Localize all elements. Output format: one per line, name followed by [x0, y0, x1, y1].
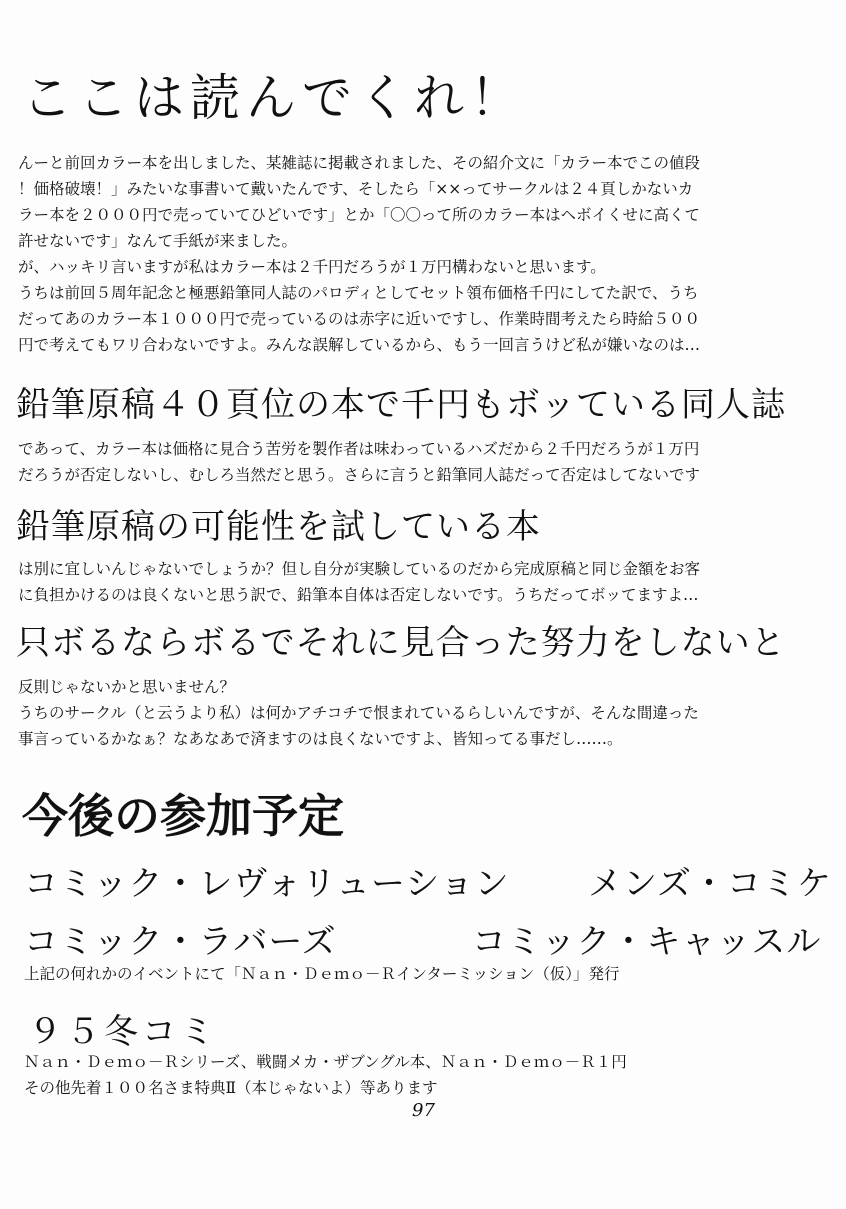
text-line: であって、カラー本は価格に見合う苦労を製作者は味わっているハズだから２千円だろうが１万円: [18, 440, 700, 458]
winter-line-2: その他先着１００名さま特典Ⅱ（本じゃないよ）等あります: [24, 1079, 438, 1097]
paragraph-4: [18, 674, 830, 752]
text-line: 事言っているかなぁ？なあなあで済ますのは良くないですよ、皆知ってる事だし……。: [18, 730, 623, 748]
event-comic-lovers: コミック・ラバーズ: [24, 922, 337, 962]
winter-line-1: Ｎａｎ・Ｄｅｍｏ－Ｒシリーズ、戦闘メカ・ザブングル本、Ｎａｎ・Ｄｅｍｏ－Ｒ１円: [24, 1053, 627, 1071]
paragraph-2: [18, 436, 830, 488]
text-line: んーと前回カラー本を出しました、某雑誌に掲載されました、その紹介文に「カラー本でこの値段: [18, 154, 701, 172]
text-line: 許せないです」なんて手紙が来ました。: [18, 232, 298, 250]
text-line: ！価格破壊！」みたいな事書いて戴いたんです、そしたら「××ってサークルは２４頁しかないカ: [18, 180, 694, 198]
text-line: 反則じゃないかと思いません？: [18, 678, 236, 696]
text-line: 円で考えてもワリ合わないですよ。みんな誤解しているから、もう一回言うけど私が嫌いなのは…: [18, 336, 701, 354]
event-mens-comike: メンズ・コミケ: [588, 864, 832, 904]
schedule-heading: 今後の参加予定: [22, 789, 344, 843]
text-line: うちは前回５周年記念と極悪鉛筆同人誌のパロディとしてセット領布価格千円にしてた訳で、うち: [18, 284, 699, 302]
text-line: が、ハッキリ言いますが私はカラー本は２千円だろうが１万円構わないと思います。: [18, 258, 606, 276]
text-line: だろうが否定しないし、むしろ当然だと思う。さらに言うと鉛筆同人誌だって否定はしてないです: [18, 466, 701, 484]
event-comic-castle: コミック・キャッスル: [472, 922, 822, 962]
text-line: に負担かけるのは良くないと思う訳で、鉛筆本自体は否定しないです。うちだってボッてますよ…: [18, 586, 699, 604]
paragraph-3: [18, 556, 830, 608]
emphasis-heading-2: 鉛筆原稿の可能性を試している本: [16, 507, 541, 547]
text-line: は別に宜しいんじゃないでしょうか？但し自分が実験しているのだから完成原稿と同じ金額をお客: [18, 560, 701, 578]
page-number: 97: [412, 1100, 435, 1121]
emphasis-heading-1: 鉛筆原稿４０頁位の本で千円もボッている同人誌: [16, 385, 786, 425]
text-line: うちのサークル（と云うより私）は何かアチコチで恨まれているらしいんですが、そんな間違った: [18, 704, 699, 722]
text-line: だってあのカラー本１０００円で売っているのは赤字に近いですし、作業時間考えたら時給５００: [18, 310, 701, 328]
event-comic-revolution: コミック・レヴォリューション: [24, 864, 510, 904]
intro-paragraph: [18, 150, 830, 358]
emphasis-heading-3: 只ボるならボるでそれに見合った努力をしないと: [16, 623, 786, 663]
events-note: 上記の何れかのイベントにて「Ｎａｎ・Ｄｅｍｏ－Ｒインターミッション（仮）」発行: [24, 965, 620, 983]
text-line: ラー本を２０００円で売っていてひどいです」とか「〇〇って所のカラー本はヘボイくせに高くて: [18, 206, 701, 224]
page-title: ここは読んでくれ！: [22, 69, 526, 127]
winter-comiket-heading: ９５冬コミ: [28, 1012, 218, 1052]
